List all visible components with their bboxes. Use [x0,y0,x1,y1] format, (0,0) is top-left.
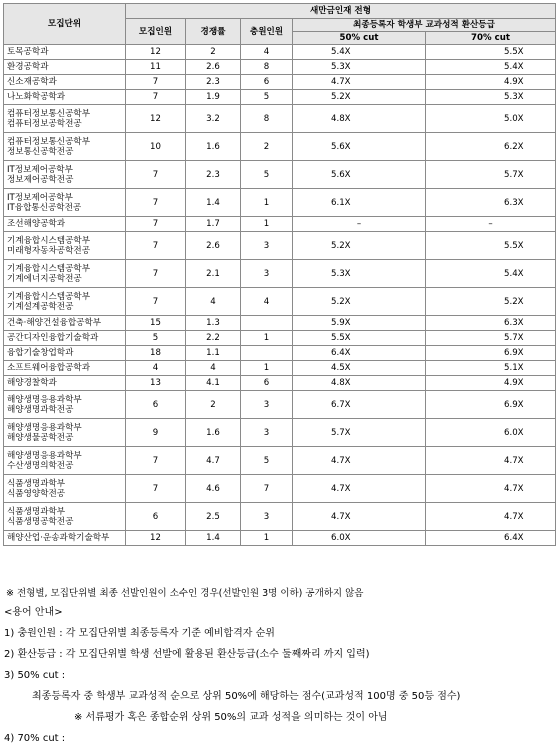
cut-70-cell: 5.4X [426,260,556,288]
table-row [4,419,556,447]
cut-50-cell: – [293,217,426,232]
cut-50-cell: 5.7X [293,419,426,447]
extra-cell: 1 [241,189,293,217]
header-unit: 모집단위 [4,4,126,45]
rate-cell: 1.3 [186,316,241,331]
dept-cell: 해양산업·운송과학기술학부 [4,531,126,546]
rate-cell: 1.4 [186,531,241,546]
quota-cell: 7 [126,232,186,260]
table-row [4,105,556,133]
extra-cell: 6 [241,376,293,391]
extra-cell: 2 [241,133,293,161]
cut-50-cell: 5.3X [293,260,426,288]
cut-70-cell: 5.7X [426,161,556,189]
quota-cell: 5 [126,331,186,346]
admission-results-table [3,3,556,546]
extra-cell: 3 [241,391,293,419]
quota-cell: 7 [126,217,186,232]
extra-cell: 1 [241,531,293,546]
dept-cell: 해양생명응용과학부 수산생명의학전공 [4,447,126,475]
table-row [4,288,556,316]
dept-cell: 컴퓨터정보통신공학부 정보통신공학전공 [4,133,126,161]
cut-50-cell: 5.2X [293,90,426,105]
quota-cell: 18 [126,346,186,361]
rate-cell: 1.1 [186,346,241,361]
table-row [4,346,556,361]
quota-cell: 7 [126,288,186,316]
dept-cell: 조선해양공학과 [4,217,126,232]
table-row [4,331,556,346]
cut-50-cell: 5.6X [293,133,426,161]
quota-cell: 9 [126,419,186,447]
cut-50-cell: 5.4X [293,45,426,60]
quota-cell: 6 [126,391,186,419]
cut-70-cell: 5.5X [426,45,556,60]
rate-cell: 2.3 [186,161,241,189]
table-row [4,531,556,546]
dept-cell: 신소재공학과 [4,75,126,90]
extra-cell: 1 [241,217,293,232]
header-grade-group: 최종등록자 학생부 교과성적 환산등급 [293,19,556,32]
quota-cell: 7 [126,475,186,503]
table-row [4,75,556,90]
quota-cell: 7 [126,75,186,90]
dept-cell: 건축·해양건설융합공학부 [4,316,126,331]
extra-cell: 3 [241,260,293,288]
quota-cell: 10 [126,133,186,161]
extra-cell: 3 [241,232,293,260]
table-row [4,391,556,419]
rate-cell: 2.1 [186,260,241,288]
glossary-item-3-note: ※ 서류평가 혹은 종합순위 상위 50%의 교과 성적을 의미하는 것이 아님 [74,712,388,723]
table-row [4,189,556,217]
glossary-item-4: 4) 70% cut : [4,733,66,744]
dept-cell: 해양경찰학과 [4,376,126,391]
quota-cell: 15 [126,316,186,331]
quota-cell: 11 [126,60,186,75]
dept-cell: IT정보제어공학부 정보제어공학전공 [4,161,126,189]
table-row [4,133,556,161]
header-group: 새만금인재 전형 [126,4,556,19]
cut-50-cell: 5.2X [293,232,426,260]
cut-70-cell: 5.0X [426,105,556,133]
rate-cell: 2.6 [186,60,241,75]
table-row [4,316,556,331]
quota-cell: 13 [126,376,186,391]
cut-50-cell: 5.9X [293,316,426,331]
table-row [4,260,556,288]
dept-cell: 식품생명과학부 식품영양학전공 [4,475,126,503]
rate-cell: 2.2 [186,331,241,346]
cut-50-cell: 6.7X [293,391,426,419]
rate-cell: 1.9 [186,90,241,105]
rate-cell: 2.3 [186,75,241,90]
quota-cell: 6 [126,503,186,531]
cut-70-cell: 6.0X [426,419,556,447]
extra-cell: 5 [241,90,293,105]
table-row [4,60,556,75]
glossary-item-3: 3) 50% cut : [4,670,66,681]
extra-cell [241,346,293,361]
table-row [4,361,556,376]
admission-results-table-wrapper [3,3,555,546]
dept-cell: 기계융합시스템공학부 기계설계공학전공 [4,288,126,316]
quota-cell: 12 [126,45,186,60]
quota-cell: 7 [126,161,186,189]
quota-cell: 7 [126,189,186,217]
extra-cell: 1 [241,331,293,346]
cut-70-cell: 6.3X [426,316,556,331]
extra-cell: 3 [241,503,293,531]
dept-cell: 나노화학공학과 [4,90,126,105]
extra-cell: 3 [241,419,293,447]
dept-cell: IT정보제어공학부 IT융합통신공학전공 [4,189,126,217]
cut-50-cell: 6.4X [293,346,426,361]
cut-50-cell: 4.8X [293,105,426,133]
cut-70-cell: 5.7X [426,331,556,346]
cut-70-cell: – [426,217,556,232]
glossary-item-2: 2) 환산등급 : 각 모집단위별 학생 선발에 활용된 환산등급(소수 둘째짜리 까지 입력) [4,649,370,660]
table-row [4,45,556,60]
table-row [4,232,556,260]
dept-cell: 컴퓨터정보통신공학부 컴퓨터정보공학전공 [4,105,126,133]
extra-cell: 7 [241,475,293,503]
cut-70-cell: 4.7X [426,503,556,531]
table-row [4,217,556,232]
dept-cell: 토목공학과 [4,45,126,60]
cut-70-cell: 6.9X [426,391,556,419]
extra-cell [241,316,293,331]
rate-cell: 3.2 [186,105,241,133]
glossary-item-3-description: 최종등록자 중 학생부 교과성적 순으로 상위 50%에 해당하는 점수(교과성적 100명 중 50등 점수) [32,691,461,702]
glossary [4,602,554,746]
cut-70-cell: 5.2X [426,288,556,316]
cut-70-cell: 4.7X [426,475,556,503]
cut-50-cell: 4.5X [293,361,426,376]
table-row [4,503,556,531]
quota-cell: 12 [126,531,186,546]
rate-cell: 2.5 [186,503,241,531]
rate-cell: 1.4 [186,189,241,217]
glossary-title: <용어 안내> [4,607,63,618]
header-70-cut: 70% cut [426,32,556,45]
table-row [4,475,556,503]
extra-cell: 4 [241,288,293,316]
dept-cell: 식품생명과학부 식품생명공학전공 [4,503,126,531]
extra-cell: 8 [241,105,293,133]
dept-cell: 소프트웨어융합공학과 [4,361,126,376]
cut-70-cell: 6.9X [426,346,556,361]
dept-cell: 기계융합시스템공학부 미래형자동차공학전공 [4,232,126,260]
glossary-item-1: 1) 충원인원 : 각 모집단위별 최종등록자 기준 예비합격자 순위 [4,628,275,639]
cut-70-cell: 4.9X [426,75,556,90]
rate-cell: 4 [186,288,241,316]
quota-cell: 7 [126,447,186,475]
table-row [4,376,556,391]
cut-50-cell: 5.6X [293,161,426,189]
extra-cell: 5 [241,161,293,189]
cut-50-cell: 4.7X [293,447,426,475]
table-body [4,45,556,546]
dept-cell: 공간디자인융합기술학과 [4,331,126,346]
cut-70-cell: 4.7X [426,447,556,475]
dept-cell: 융합기술창업학과 [4,346,126,361]
cut-70-cell: 5.3X [426,90,556,105]
cut-70-cell: 6.3X [426,189,556,217]
rate-cell: 4.6 [186,475,241,503]
table-row [4,90,556,105]
cut-70-cell: 5.1X [426,361,556,376]
header-extra: 충원인원 [241,19,293,45]
rate-cell: 2.6 [186,232,241,260]
header-50-cut: 50% cut [293,32,426,45]
cut-50-cell: 6.0X [293,531,426,546]
cut-50-cell: 4.8X [293,376,426,391]
rate-cell: 4 [186,361,241,376]
rate-cell: 4.7 [186,447,241,475]
rate-cell: 2 [186,45,241,60]
extra-cell: 4 [241,45,293,60]
cut-70-cell: 6.4X [426,531,556,546]
cut-50-cell: 5.5X [293,331,426,346]
cut-50-cell: 5.2X [293,288,426,316]
cut-50-cell: 5.3X [293,60,426,75]
table-footnote: ※ 전형별, 모집단위별 최종 선발인원이 소수인 경우(선발인원 3명 이하) 공개하지 않음 [6,588,364,599]
cut-50-cell: 4.7X [293,75,426,90]
cut-70-cell: 5.5X [426,232,556,260]
quota-cell: 7 [126,90,186,105]
header-rate: 경쟁률 [186,19,241,45]
extra-cell: 1 [241,361,293,376]
rate-cell: 2 [186,391,241,419]
rate-cell: 1.6 [186,419,241,447]
dept-cell: 환경공학과 [4,60,126,75]
cut-70-cell: 5.4X [426,60,556,75]
cut-70-cell: 6.2X [426,133,556,161]
quota-cell: 7 [126,260,186,288]
table-row [4,161,556,189]
quota-cell: 12 [126,105,186,133]
rate-cell: 1.7 [186,217,241,232]
quota-cell: 4 [126,361,186,376]
dept-cell: 기계융합시스템공학부 기계에너지공학전공 [4,260,126,288]
dept-cell: 해양생명응용과학부 해양생명과학전공 [4,391,126,419]
cut-50-cell: 6.1X [293,189,426,217]
extra-cell: 5 [241,447,293,475]
rate-cell: 4.1 [186,376,241,391]
dept-cell: 해양생명응용과학부 해양생물공학전공 [4,419,126,447]
header-quota: 모집인원 [126,19,186,45]
cut-50-cell: 4.7X [293,503,426,531]
extra-cell: 8 [241,60,293,75]
extra-cell: 6 [241,75,293,90]
cut-70-cell: 4.9X [426,376,556,391]
cut-50-cell: 4.7X [293,475,426,503]
table-row [4,447,556,475]
rate-cell: 1.6 [186,133,241,161]
